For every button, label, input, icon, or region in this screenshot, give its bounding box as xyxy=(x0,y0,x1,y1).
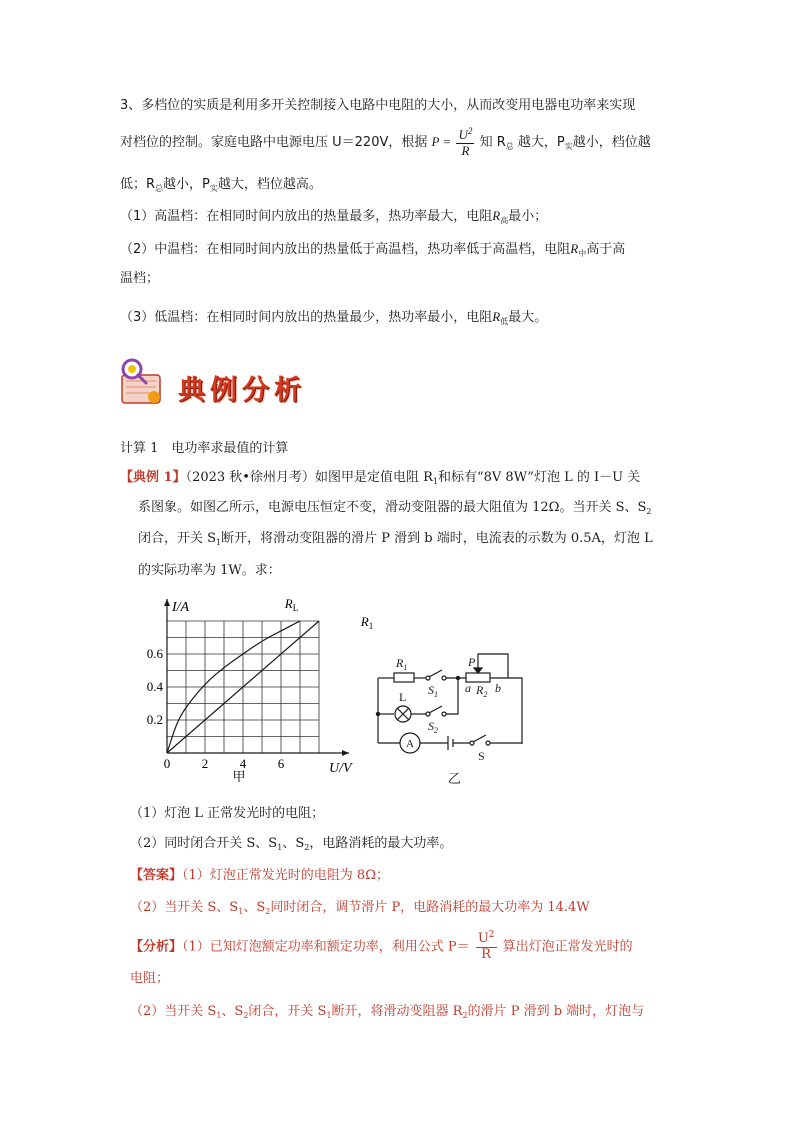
magnifier-book-icon xyxy=(116,355,176,407)
resistor-r1 xyxy=(394,673,414,682)
item-mid-temp: （2）中温档：在相同时间内放出的热量低于高温档，热功率低于高温档，电阻$R_中$高于高 xyxy=(120,241,626,258)
svg-text:P: P xyxy=(468,655,476,669)
banner-title: 典例分析 xyxy=(178,375,306,406)
answer-line-2: （2）当开关 S、$S_1$、$S_2$同时闭合，调节滑片 P，电路消耗的最大功率为 14.4W xyxy=(130,900,590,916)
switch-s1 xyxy=(429,670,442,677)
graph-caption: 甲 xyxy=(232,770,246,785)
analysis-tag: 【分析】 xyxy=(130,939,183,955)
svg-text:S1: $S_1$ xyxy=(428,683,438,699)
analysis-line-1: 【分析】（1）已知灯泡额定功率和额定功率，利用公式 P＝ $\frac{U^2}{R}$ 算出灯泡正常发光时的 xyxy=(130,930,633,962)
svg-text:R2: $R_2$ xyxy=(476,683,488,699)
para-line-1: 3、多档位的实质是利用多开关控制接入电路中电阻的大小，从而改变用电器电功率来实现 xyxy=(120,98,636,113)
example-line-4: 的实际功率为 1W。求： xyxy=(138,563,281,578)
iu-graph-svg xyxy=(130,593,374,785)
example-line-2: 系图象。如图乙所示，电源电压恒定不变，滑动变阻器的最大阻值为 12Ω。当开关 S、$S_2$ xyxy=(138,500,652,516)
x-tick-label: 6 xyxy=(277,756,285,771)
svg-text:S2: $S_2$ xyxy=(428,719,438,735)
y-axis-title: I/A xyxy=(172,600,190,615)
y-tick-label: 0.2 xyxy=(146,712,163,727)
item-mid-temp-cont: 温档； xyxy=(120,271,160,286)
y-tick-label: 0.4 xyxy=(146,679,163,694)
item-low-temp: （3）低温档：在相同时间内放出的热量最少，热功率最小，电阻$R_低$最大。 xyxy=(120,309,548,326)
y-axis-arrow xyxy=(164,599,170,606)
question-2: （2）同时闭合开关 S、$S_1$、$S_2$，电路消耗的最大功率。 xyxy=(130,836,453,852)
x-tick-label: 0 xyxy=(163,756,171,771)
para-line-2: 对档位的控制。家庭电路中电源电压 U＝220V，根据 P = $\frac{U^2}{R}$ 知 $R_总$ 越大，$P_实$越小，档位越 xyxy=(120,126,651,158)
example-line-1: 【典例 1】（2023 秋•徐州月考）如图甲是定值电阻 $R_1$和标有“8V 8W”灯泡 L 的 I－U 关 xyxy=(120,470,641,486)
section-title: 计算 1 电功率求最值的计算 xyxy=(120,441,289,456)
example-tag: 【典例 1】 xyxy=(120,470,186,485)
switch-s xyxy=(473,735,486,742)
analysis-line-2: 电阻； xyxy=(130,971,170,986)
svg-text:a: a xyxy=(465,681,471,695)
y-tick-label: 0.6 xyxy=(146,646,163,661)
question-1: （1）灯泡 L 正常发光时的电阻； xyxy=(130,806,325,821)
x-tick-label: 2 xyxy=(201,756,209,771)
circuit-caption: 乙 xyxy=(448,772,462,787)
analysis-line-3: （2）当开关 $S_1$、$S_2$闭合，开关 $S_1$断开，将滑动变阻器 $R_2$的滑片 P 滑到 b 端时，灯泡与 xyxy=(130,1004,645,1020)
svg-text:A: A xyxy=(406,738,414,750)
answer-line-1: 【答案】（1）灯泡正常发光时的电阻为 8Ω； xyxy=(130,868,389,883)
answer-tag: 【答案】 xyxy=(130,868,183,883)
svg-text:S: S xyxy=(478,749,485,763)
x-tick-label: 4 xyxy=(239,756,247,771)
iu-graph xyxy=(130,593,374,785)
x-axis-arrow xyxy=(342,750,349,756)
formula-power: P = $\frac{U^2}{R}$ xyxy=(431,126,473,158)
series-label-1: $R_1$ xyxy=(360,613,374,631)
para-line-3: 低；$R_总$越小，$P_实$越大，档位越高。 xyxy=(120,177,322,193)
x-axis-title: U/V xyxy=(329,761,352,776)
series-label-l: $R_L$ xyxy=(284,595,299,613)
svg-text:L: L xyxy=(399,690,407,704)
svg-text:b: b xyxy=(495,681,501,695)
circuit-diagram xyxy=(368,648,528,766)
example-line-3: 闭合，开关 $S_1$断开，将滑动变阻器的滑片 P 滑到 b 端时，电流表的示数为 0.5A，灯泡 L xyxy=(138,531,653,547)
item-high-temp: （1）高温档：在相同时间内放出的热量最多，热功率最大，电阻$R_高$最小； xyxy=(120,208,548,225)
svg-text:R1: $R_1$ xyxy=(396,656,408,672)
switch-s2 xyxy=(429,706,442,713)
battery xyxy=(448,736,453,750)
